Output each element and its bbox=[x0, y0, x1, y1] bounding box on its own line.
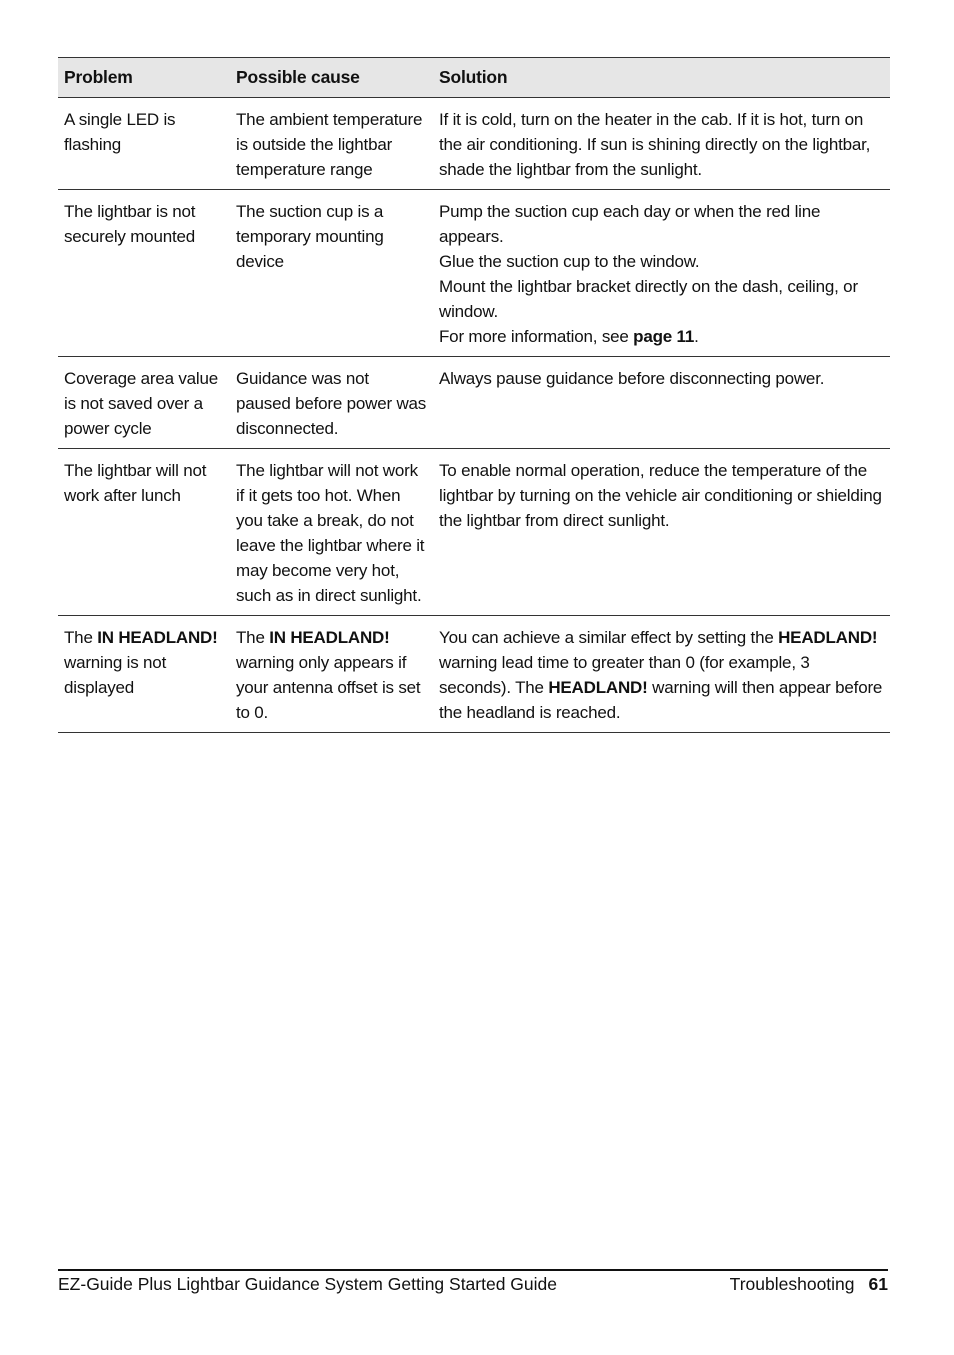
in-headland-label: IN HEADLAND! bbox=[269, 628, 390, 647]
page-reference-link[interactable]: page 11 bbox=[633, 327, 695, 346]
solution-line bbox=[439, 324, 884, 349]
solution-cell bbox=[433, 190, 890, 356]
solution-line: Glue the suction cup to the window. bbox=[439, 252, 700, 271]
cause-cell: The lightbar will not work if it gets too hot. When you take a break, do not leave the lightbar where it may become very hot, such as in direct sunlight. bbox=[236, 461, 425, 605]
problem-cell: A single LED is flashing bbox=[64, 110, 176, 154]
solution-line: Pump the suction cup each day or when the red line appears. bbox=[439, 202, 821, 246]
solution-cell: To enable normal operation, reduce the temperature of the lightbar by turning on the vehicle air conditioning or shielding the lightbar from direct sunlight. bbox=[439, 461, 882, 530]
cause-cell: Guidance was not paused before power was disconnected. bbox=[236, 369, 427, 438]
cause-text: The bbox=[236, 628, 270, 647]
cause-cell bbox=[230, 616, 433, 732]
header-problem: Problem bbox=[64, 67, 133, 87]
headland-label: HEADLAND! bbox=[548, 678, 648, 697]
headland-label: HEADLAND! bbox=[778, 628, 878, 647]
table-row bbox=[58, 616, 890, 733]
solution-text: warning will then appear before the headland is reached. bbox=[439, 678, 883, 722]
cause-cell: The suction cup is a temporary mounting device bbox=[236, 202, 384, 271]
cause-text: warning only appears if your antenna offset is set to 0. bbox=[236, 653, 421, 722]
troubleshooting-table bbox=[58, 57, 890, 733]
problem-cell: The lightbar will not work after lunch bbox=[64, 461, 207, 505]
solution-text: You can achieve a similar effect by setting the bbox=[439, 628, 779, 647]
table-header-row bbox=[58, 58, 890, 98]
period-text: . bbox=[694, 327, 699, 346]
problem-cell: The lightbar is not securely mounted bbox=[64, 202, 196, 246]
see-text: For more information, see bbox=[439, 327, 634, 346]
solution-line: Mount the lightbar bracket directly on the dash, ceiling, or window. bbox=[439, 277, 858, 321]
table-row bbox=[58, 98, 890, 190]
problem-cell: Coverage area value is not saved over a power cycle bbox=[64, 369, 219, 438]
table-row bbox=[58, 449, 890, 616]
solution-cell: Always pause guidance before disconnecting power. bbox=[439, 369, 825, 388]
cause-cell: The ambient temperature is outside the lightbar temperature range bbox=[236, 110, 423, 179]
solution-text: warning lead time to greater than 0 (for example, 3 seconds). The bbox=[439, 653, 810, 697]
header-possible-cause: Possible cause bbox=[236, 67, 360, 87]
table-row bbox=[58, 357, 890, 449]
header-solution: Solution bbox=[439, 67, 508, 87]
footer-document-title: EZ-Guide Plus Lightbar Guidance System Getting Started Guide bbox=[58, 1274, 558, 1294]
problem-cell bbox=[58, 616, 230, 732]
problem-text: warning is not displayed bbox=[64, 653, 167, 697]
table-row bbox=[58, 190, 890, 357]
problem-text: The bbox=[64, 628, 98, 647]
page-number: 61 bbox=[868, 1274, 888, 1294]
footer-divider bbox=[58, 1269, 888, 1271]
solution-cell: If it is cold, turn on the heater in the cab. If it is hot, turn on the air conditioning. If sun is shining directly on the lightbar, shade the lightbar from the sunlight. bbox=[439, 110, 871, 179]
in-headland-label: IN HEADLAND! bbox=[97, 628, 218, 647]
solution-cell bbox=[433, 616, 890, 732]
footer-page-info bbox=[730, 1272, 888, 1296]
footer-section: Troubleshooting bbox=[729, 1274, 855, 1294]
